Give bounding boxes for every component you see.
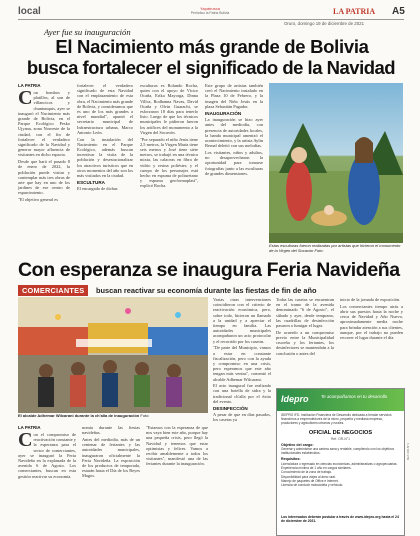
body-text: Varias otras intervenciones coincidieron con el criterio de reactivación económica, pero, sobre todo, hicieron un llamado a la unidad y a apreciar el tiempo en familia. Las autoridades municipales acompañaron un acto protocolar y el recorrido por los casetas. [213,297,271,344]
article2-column-3 [146,425,208,534]
body-text: Este grupo de artistas también creó el Nacimiento instalado en la Plaza 10 de Febrero, y la imagen del Niño Jesús en la plaza Sebastián Pagador. [205,83,263,109]
feria-photo [18,297,208,413]
ad-side-ref: Ref. OR-N°1 [406,443,410,460]
article1-column-1 [18,90,70,282]
article1-kicker: Ayer fue su inauguración [44,27,131,37]
article2-column-2 [82,425,140,534]
body-text: "De parte del Municipio, vamos a estar en constante fiscalización, pero con la ayuda y compromiso en una crisis, pero esperamos que este año tengan más ventas", comentó el alcalde Adhemar Wilcarani. [213,345,271,382]
caption-credit: Foto: [140,413,150,418]
article2-column-5 [276,297,334,385]
requirement-item: Disponibilidad para viajes al área rural. [281,474,336,479]
body-text: De acuerdo a un compromiso previo entre la Municipalidad cruceña y los feriantes, los desinfectores se mantendrán a la conclusión o antes del [276,329,334,356]
subheading: DESINFECCIÓN [213,406,248,412]
ad-brand: Idepro [281,394,309,404]
article1-column-3 [140,83,198,282]
body-text: Con la instalación del Nacimiento en el Parque Ecológico, además buscan incentivar la visita de la población y desestacionalizar los atractivos turísticos que en otros momentos del año son los más visitados en la ciudad. [77,136,133,178]
ad-apply: Los interesados deberán postular a través de www.idepro.org hasta el 24 de diciembre de 2021. [281,515,399,523]
ad-title: OFICIAL DE NEGOCIOS [308,430,373,436]
body-text: El encargado de dichas [77,186,118,192]
article2-column-6 [340,297,403,385]
requirement-item: Conocimiento de la zona de trabajo. [281,470,333,475]
body-text: Todas las casetas se encuentran en el tramo de la avenida denominado "6 de Agosto", el sábado y ayer, desde temprano, las cuadrillas de desinfección pasaron a fumigar el lugar. [276,297,334,329]
article2-column-4 [213,297,271,534]
body-text: El acto inaugural fue realizado con una botella de sidra y la tradicional ch'alla por el éxito del evento. [213,383,271,404]
body-text: A pesar de que en días pasados, los casetas ya [213,412,271,423]
body-text: Los comerciantes tiempo atrás a abrir sus puestos hasta la noche y cerca de Navidad y Año Nuevo, aproximadamente media noche para brindar atención a sus clientes, aunque, por el trabajo no pueden recorrer el lugar durante el día. [340,303,403,340]
ad-requirements-heading: Requisitos: [281,457,301,461]
feria-scene [18,297,208,413]
requirement-item: Manejo de paquetes de Office e Internet. [281,478,339,483]
body-text: "Por separado el niño Jesús tiene 2,5 metros, la Virgen María tiene seis metros y José tiene siete metros, se trabajó en una técnica mixta, las calaceas en fibra de vidrio y resina poliéster, y el cuerpo de los personajes está hecho en espuma de poliuretano y espuma geoformaplast", explicó Rocha. [140,136,198,189]
logo-line1: Yapatrusca [200,6,220,11]
article1-source: LA PATRIA [18,83,41,88]
nativity-photo [269,83,403,243]
body-text: "El objetivo general es [18,197,58,203]
page-header [0,0,420,30]
ad-legal: IDEPRO IFD. Institución Financiera de Desarrollo dedicada a brindar servicios financieros a emprendedores de la micro, pequeña y mediana empresa, productores y agricultores urbanos y rurales. [281,413,392,425]
dropcap: C [18,90,33,109]
body-text: Los visitantes, niños y adultos, no desaprovecharon la oportunidad para tomarse fotografías junto a las esculturas de grandes dimensiones. [205,149,263,176]
article1-headline-1: El Nacimiento más grande de Bolivia [55,36,369,57]
article2-photo-caption [18,414,208,419]
ad-objective-heading: Objetivo del cargo: [281,443,314,447]
body-text: Antes del mediodía, más de un centenar de feriantes y las autoridades municipales, inauguraron oficialmente la Feria Navideña. La exposición de los productos de temporada, estarán hasta el Día de los Reyes Magos. [82,436,140,479]
body-text: nomía durante las fiestas navideñas. [82,425,140,436]
header-rule [18,19,404,20]
requirement-item: Licencia de conducir motocicleta y vehículo. [281,483,344,488]
body-text: fortalecer el verdadero significado de esta Navidad con el emplazamiento de esta obra, el Nacimiento más grande de Bolivia, y consideramos que es uno de los más grandes a nivel mundial", apuntó el secretario municipal de Infraestructura urbana, Marco Antonio León. [77,83,133,135]
ad-objective: Generar y administrar una cartera sana y rentable, cumpliendo con los objetivos institucionales establecidos. [281,447,395,455]
caption-text: Estas esculturas fueron realizadas por artistas que hicieron el monumento de la Virgen del Socavón [269,243,401,253]
body-text: inicio de la jornada de exposición. [340,297,401,302]
subheading: ESCULTURA [77,180,105,186]
dropcap: C [18,432,33,451]
caption-text: El alcalde Adhemar Wilcarani durante la ch'alla de inauguración [18,413,140,418]
paper-name: LA PATRIA [333,7,376,16]
article2-column-1 [18,432,76,534]
page-number: A5 [392,6,405,17]
requirement-item: Licenciatura o egresado en ciencias económicas, administrativas o agropecuarias. [281,462,398,466]
logo-line2: Periódico la Patria Bolivia [190,11,230,15]
article1-photo-caption [269,244,403,253]
header-logo [190,6,230,15]
body-text: on bombos y platillos, al son de villancicos y chuntunquis, ayer se inauguró el Nacimiento más grande de Bolivia, en el Parque Ecológico Pesko Ujyana, zona Noroeste de la ciudad, con el fin de fortalecer el verdadero significado de la Navidad y generar mayor afluencia de visitantes en dicho espacio. [18,90,70,158]
body-text: Desde que hará el pasado 8 de enero de 2022, la población puede visitar y contemplar más tres obras de arte que hay en uno de los jardines de ese centro de esparcimiento. [18,159,70,196]
body-text: esculturas es Rolando Rocha, quien con el apoyo de Víctor Ocaña, Erika Mayorga, Dinna Villca, Rodhanna Navas, David Ocaña y Olvin Guarachi, se esforzaron 18 días para tenerlo listo. Luego de que los técnicos municipales le pidieron fueron los artífices del monumento a la Virgen del Socavón. [140,83,198,135]
article2-headline: Con esperanza se inaugura Feria Navideña [18,259,400,281]
article1-headline-2: busca fortalecer el significado de la Navidad [26,57,396,78]
article1-column-2 [77,83,133,282]
issue-date: Oruro, domingo 19 de diciembre de 2021 [284,21,365,26]
job-ad [276,388,405,536]
section-label: local [18,6,41,17]
article2-badge: COMERCIANTES [18,285,88,296]
ad-ref: Ref. OR-N°1 [330,437,351,441]
article1-column-4 [205,83,263,282]
requirement-item: Experiencia mínima de 1 año en cargos similares. [281,466,352,471]
body-text: "Estamos con la esperanza de que nos vaya bien este año, porque hay una pequeña crisis, pero llegó la Navidad y tenemos que estar optimistas y felices. Vamos a recibir amablemente a todos los visitantes", manifestó una de las feriantes durante la inauguración. [146,425,208,467]
subheading: INAUGURACIÓN [205,111,242,117]
caption-credit: Foto: [314,247,324,253]
ad-banner [277,389,404,411]
nativity-scene [269,83,403,243]
article2-source: LA PATRIA [18,425,41,430]
body-text: La inauguración se hizo ayer antes del mediodía, con presencia de autoridades locales, la banda municipal amenizó el acontecimiento, y la artista Aylin Bernal deleitó con sus melodías. [205,117,263,149]
article2-deck: buscan reactivar su economía durante las fiestas de fin de año [96,286,317,295]
body-text: on el compromiso de reactivación constante y la esperanza para el sector de comerciantes, ayer se inauguró la Feria Navideña en la explanada de la avenida 6 de Agosto. Los comerciantes, buscan en esta gestión reactivar su economía. [18,432,76,479]
ad-slogan: Te acompañamos en tu desarrollo [321,394,388,399]
ad-requirements [281,462,400,487]
